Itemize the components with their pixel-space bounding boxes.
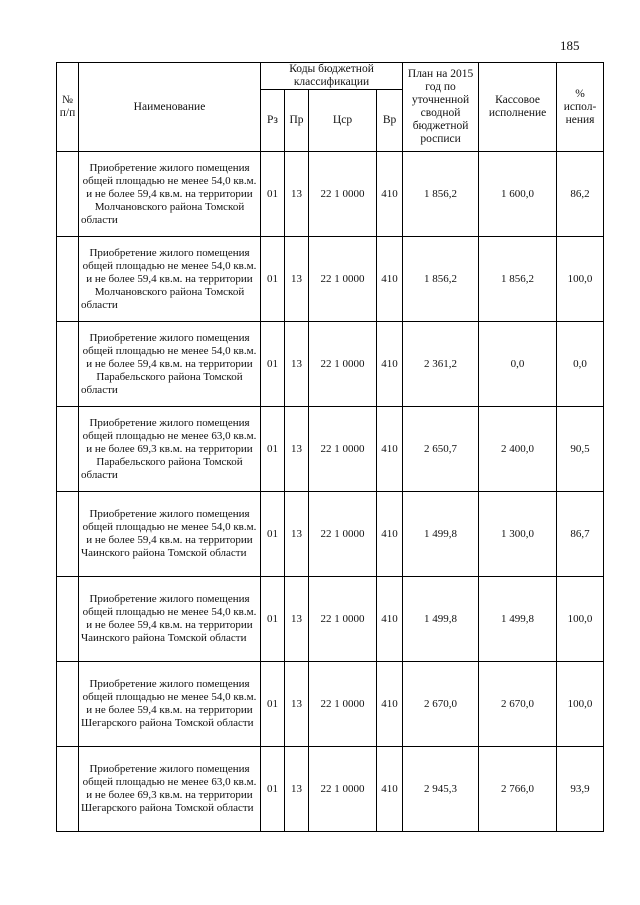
header-vr: Вр bbox=[377, 90, 403, 152]
cell-rz: 01 bbox=[261, 492, 285, 577]
cell-pr: 13 bbox=[285, 322, 309, 407]
table-row bbox=[57, 492, 604, 577]
header-plan: План на 2015 год по уточненной сводной бюджетной росписи bbox=[403, 63, 479, 152]
cell-pct: 100,0 bbox=[557, 662, 604, 747]
cell-plan: 1 856,2 bbox=[403, 237, 479, 322]
header-name: Наименование bbox=[79, 63, 261, 152]
header-codes: Коды бюджетной классификации bbox=[261, 63, 403, 90]
cell-vr: 410 bbox=[377, 237, 403, 322]
cell-pct: 86,2 bbox=[557, 152, 604, 237]
cell-exec: 1 600,0 bbox=[479, 152, 557, 237]
cell-pct: 100,0 bbox=[557, 577, 604, 662]
cell-num bbox=[57, 577, 79, 662]
cell-plan: 1 499,8 bbox=[403, 492, 479, 577]
table-row bbox=[57, 577, 604, 662]
cell-num bbox=[57, 407, 79, 492]
table-row bbox=[57, 407, 604, 492]
header-pr: Пр bbox=[285, 90, 309, 152]
header-num: № п/п bbox=[57, 63, 79, 152]
cell-pr: 13 bbox=[285, 492, 309, 577]
cell-csr: 22 1 0000 bbox=[309, 492, 377, 577]
cell-csr: 22 1 0000 bbox=[309, 152, 377, 237]
cell-plan: 2 650,7 bbox=[403, 407, 479, 492]
table-row bbox=[57, 662, 604, 747]
cell-name: Приобретение жилого помещения общей площадью не менее 54,0 кв.м. и не более 59,4 кв.м. на территории Молчановского района Томской области bbox=[79, 237, 261, 322]
page-number: 185 bbox=[560, 38, 580, 53]
cell-num bbox=[57, 322, 79, 407]
cell-pct: 100,0 bbox=[557, 237, 604, 322]
header-pct: % испол-нения bbox=[557, 63, 604, 152]
cell-vr: 410 bbox=[377, 407, 403, 492]
cell-plan: 2 361,2 bbox=[403, 322, 479, 407]
cell-vr: 410 bbox=[377, 577, 403, 662]
cell-name: Приобретение жилого помещения общей площадью не менее 54,0 кв.м. и не более 59,4 кв.м. на территории Шегарского района Томской области bbox=[79, 662, 261, 747]
cell-name: Приобретение жилого помещения общей площадью не менее 54,0 кв.м. и не более 59,4 кв.м. на территории Молчановского района Томской области bbox=[79, 152, 261, 237]
cell-rz: 01 bbox=[261, 662, 285, 747]
cell-csr: 22 1 0000 bbox=[309, 662, 377, 747]
cell-exec: 2 400,0 bbox=[479, 407, 557, 492]
cell-rz: 01 bbox=[261, 152, 285, 237]
cell-vr: 410 bbox=[377, 322, 403, 407]
cell-num bbox=[57, 492, 79, 577]
cell-exec: 2 766,0 bbox=[479, 747, 557, 832]
cell-num bbox=[57, 152, 79, 237]
cell-csr: 22 1 0000 bbox=[309, 322, 377, 407]
cell-pr: 13 bbox=[285, 237, 309, 322]
cell-name: Приобретение жилого помещения общей площадью не менее 54,0 кв.м. и не более 59,4 кв.м. на территории Чаинского района Томской области bbox=[79, 577, 261, 662]
cell-plan: 2 670,0 bbox=[403, 662, 479, 747]
cell-name: Приобретение жилого помещения общей площадью не менее 63,0 кв.м. и не более 69,3 кв.м. на территории Шегарского района Томской области bbox=[79, 747, 261, 832]
cell-rz: 01 bbox=[261, 407, 285, 492]
cell-num bbox=[57, 747, 79, 832]
cell-pr: 13 bbox=[285, 747, 309, 832]
cell-pr: 13 bbox=[285, 407, 309, 492]
cell-csr: 22 1 0000 bbox=[309, 577, 377, 662]
table-row bbox=[57, 237, 604, 322]
cell-csr: 22 1 0000 bbox=[309, 237, 377, 322]
cell-pct: 90,5 bbox=[557, 407, 604, 492]
cell-exec: 0,0 bbox=[479, 322, 557, 407]
header-csr: Цср bbox=[309, 90, 377, 152]
cell-rz: 01 bbox=[261, 747, 285, 832]
cell-exec: 1 499,8 bbox=[479, 577, 557, 662]
cell-num bbox=[57, 662, 79, 747]
cell-vr: 410 bbox=[377, 662, 403, 747]
cell-pct: 0,0 bbox=[557, 322, 604, 407]
cell-rz: 01 bbox=[261, 322, 285, 407]
cell-pct: 93,9 bbox=[557, 747, 604, 832]
cell-plan: 1 856,2 bbox=[403, 152, 479, 237]
header-exec: Кассовое исполнение bbox=[479, 63, 557, 152]
cell-exec: 1 300,0 bbox=[479, 492, 557, 577]
cell-exec: 1 856,2 bbox=[479, 237, 557, 322]
table-row bbox=[57, 152, 604, 237]
cell-name: Приобретение жилого помещения общей площадью не менее 54,0 кв.м. и не более 59,4 кв.м. на территории Чаинского района Томской области bbox=[79, 492, 261, 577]
table-row bbox=[57, 322, 604, 407]
cell-pr: 13 bbox=[285, 577, 309, 662]
cell-vr: 410 bbox=[377, 152, 403, 237]
budget-execution-table bbox=[56, 62, 604, 832]
table-row bbox=[57, 747, 604, 832]
cell-plan: 2 945,3 bbox=[403, 747, 479, 832]
cell-pr: 13 bbox=[285, 662, 309, 747]
cell-name: Приобретение жилого помещения общей площадью не менее 54,0 кв.м. и не более 59,4 кв.м. на территории Парабельского района Томской области bbox=[79, 322, 261, 407]
header-rz: Рз bbox=[261, 90, 285, 152]
cell-csr: 22 1 0000 bbox=[309, 747, 377, 832]
cell-csr: 22 1 0000 bbox=[309, 407, 377, 492]
cell-exec: 2 670,0 bbox=[479, 662, 557, 747]
cell-vr: 410 bbox=[377, 492, 403, 577]
cell-rz: 01 bbox=[261, 237, 285, 322]
cell-pct: 86,7 bbox=[557, 492, 604, 577]
cell-vr: 410 bbox=[377, 747, 403, 832]
cell-num bbox=[57, 237, 79, 322]
cell-plan: 1 499,8 bbox=[403, 577, 479, 662]
cell-name: Приобретение жилого помещения общей площадью не менее 63,0 кв.м. и не более 69,3 кв.м. на территории Парабельского района Томской области bbox=[79, 407, 261, 492]
cell-rz: 01 bbox=[261, 577, 285, 662]
cell-pr: 13 bbox=[285, 152, 309, 237]
